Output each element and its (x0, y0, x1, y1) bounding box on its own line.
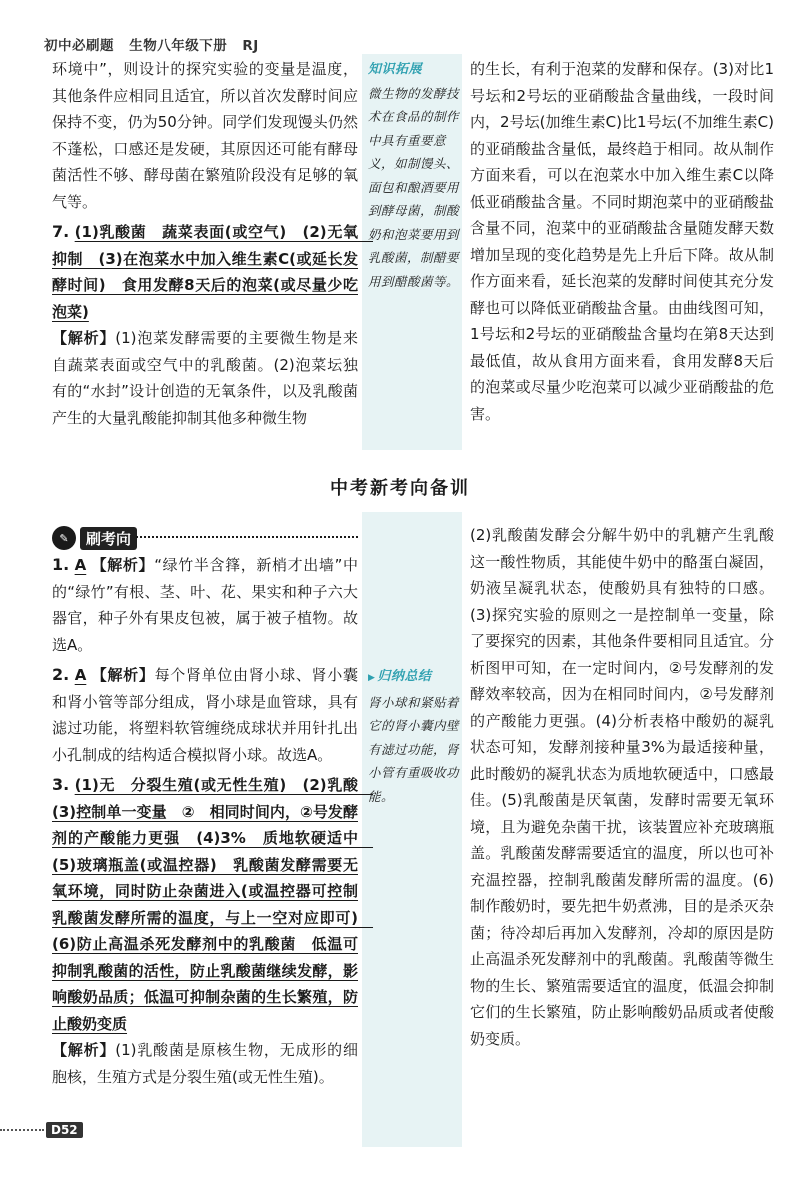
subject-title: 生物八年级下册 (129, 38, 228, 54)
running-header (44, 34, 269, 54)
question-1 (52, 552, 358, 658)
tip-text: 微生物的发酵技术在食品的制作中具有重要意义，如制馒头、面包和酿酒要用到酵母菌，制酸奶和泡菜要用到乳酸菌，制醋要用到醋酸菌等。 (368, 85, 460, 289)
analysis-text: (1)泡菜发酵需要的主要微生物是来自蔬菜表面或空气中的乳酸菌。(2)泡菜坛独有的“水封”设计创造的无氧条件，以及乳酸菌产生的大量乳酸能抑制其他多种微生物 (52, 329, 358, 427)
choice-answer: A (74, 556, 87, 574)
question-7 (52, 219, 373, 325)
question-number: 1. (52, 555, 70, 574)
analysis-tag: 【解析】 (91, 666, 155, 684)
question-3 (52, 772, 374, 1037)
section-title: 中考新考向备训 (330, 478, 470, 499)
badge-label: 刷考向 (80, 527, 137, 550)
analysis-tag: 【解析】 (52, 1041, 116, 1059)
dotted-divider (136, 536, 358, 538)
analysis-text: 每个肾单位由肾小球、肾小囊和肾小管等部分组成，肾小球是血管球，具有滤过功能，将塑料软管缠绕成球状并用针扎出小孔制成的结构适合模拟肾小球。故选A。 (52, 666, 358, 764)
tip-title: 知识拓展 (368, 62, 423, 77)
question-number: 2. (52, 665, 70, 684)
tip-title: ▶ 归纳总结 (368, 665, 460, 691)
question-number: 7. (52, 222, 70, 241)
page-footer (0, 1122, 83, 1138)
question-2 (52, 662, 358, 768)
analysis-continued: 的生长，有利于泡菜的发酵和保存。(3)对比1号坛和2号坛的亚硝酸盐含量曲线，一段时间内，2号坛(加维生素C)比1号坛(不加维生素C)的亚硝酸盐含量低，最终趋于相同。故从制作方面来看，可以在泡菜水中加入维生素C以降低亚硝酸盐含量。不同时期泡菜中的亚硝酸盐含量不同，泡菜中的亚硝酸盐含量随发酵天数增加呈现的变化趋势是先上升后下降。故从制作方面来看，延长泡菜的发酵时间使其充分发酵也可以降低亚硝酸盐含量。由曲线图可知，1号坛和2号坛的亚硝酸盐含量均在第8天达到最低值，故从食用方面来看，食用发酵8天后的泡菜或尽量少吃泡菜可以减少亚硝酸盐的危害。 (470, 60, 774, 423)
book-title: 初中必刷题 (44, 38, 114, 54)
analysis-text: (1)乳酸菌是原核生物，无成形的细胞核，生殖方式是分裂生殖(或无性生殖)。 (52, 1041, 358, 1086)
edition-label: RJ (242, 38, 259, 54)
tip-knowledge-extension (368, 58, 460, 293)
analysis-text: “绿竹半含箨，新梢才出墙”中的“绿竹”有根、茎、叶、花、果实和种子六大器官，种子外有果皮包被，属于被子植物。故选A。 (52, 556, 358, 654)
analysis-tag: 【解析】 (91, 556, 155, 574)
analysis-tag: 【解析】 (52, 329, 116, 347)
question-number: 3. (52, 775, 70, 794)
analysis-3 (52, 1037, 358, 1090)
section-badge (52, 525, 137, 551)
bottom-left-column (52, 552, 374, 1090)
analysis-continued: (2)乳酸菌发酵会分解牛奶中的乳糖产生乳酸这一酸性物质，其能使牛奶中的酪蛋白凝固，奶液呈凝乳状态，使酸奶具有独特的口感。(3)探究实验的原则之一是控制单一变量，除了要探究的因素，其他条件要相同且适宜。分析图甲可知，在一定时间内，②号发酵剂的发酵效率较高，因为在相同时间内，②号发酵剂的产酸能力更强。(4)分析表格中酸奶的凝乳状态可知，发酵剂接种量3%为最适接种量，此时酸奶的凝乳状态为质地软硬适中，口感最佳。(5)乳酸菌是厌氧菌，发酵时需要无氧环境，且为避免杂菌干扰，该装置应补充玻璃瓶盖。乳酸菌发酵需要适宜的温度，所以也可补充温控器，控制乳酸菌发酵所需的温度。(6)制作酸奶时，要先把牛奶煮沸，目的是杀灭杂菌；待冷却后再加入发酵剂，冷却的原因是防止高温杀死发酵剂中的乳酸菌。乳酸菌等微生物的生长、繁殖需要适宜的温度，低温会抑制它们的生长繁殖，防止影响酸奶品质或者使酸奶变质。 (470, 526, 774, 1048)
sidebar-panel-bottom (362, 512, 462, 1147)
pen-icon: ✎ (52, 526, 76, 550)
footer-dots (0, 1129, 44, 1131)
answer-text: (1)无 分裂生殖(或无性生殖) (2)乳酸 (3)控制单一变量 ② 相同时间内，②号发酵剂的产酸能力更强 (4)3% 质地软硬适中 (5)玻璃瓶盖(或温控器) 乳酸菌发酵需要无氧环境，同时防止杂菌进入(或温控器可控制乳酸菌发酵所需的温度，与上一空对应即可) (6)防止高温杀死发酵剂中的乳酸菌 低温可抑制乳酸菌的活性，防止乳酸菌继续发酵，影响酸奶品质；低温可抑制杂菌的生长繁殖，防止酸奶变质 (52, 776, 374, 1033)
continued-paragraph: 环境中”，则设计的探究实验的变量是温度，其他条件应相同且适宜，所以首次发酵时间应保持不变，仍为50分钟。同学们发现馒头仍然不蓬松，口感还是发硬，其原因还可能有酵母菌活性不够、酵母菌在繁殖阶段没有足够的氧气等。 (52, 60, 358, 211)
bottom-right-column (470, 522, 774, 1052)
top-left-column (52, 56, 373, 431)
tip-text: 肾小球和紧贴着它的肾小囊内壁有滤过功能，肾小管有重吸收功能。 (368, 694, 460, 804)
page-number: D52 (46, 1122, 83, 1138)
analysis-7 (52, 325, 358, 431)
tip-summary (368, 665, 460, 808)
top-right-column (470, 56, 774, 427)
choice-answer: A (74, 666, 87, 684)
answer-text: (1)乳酸菌 蔬菜表面(或空气) (2)无氧 抑制 (3)在泡菜水中加入维生素C(或延长发酵时间) 食用发酵8天后的泡菜(或尽量少吃泡菜) (52, 223, 373, 321)
